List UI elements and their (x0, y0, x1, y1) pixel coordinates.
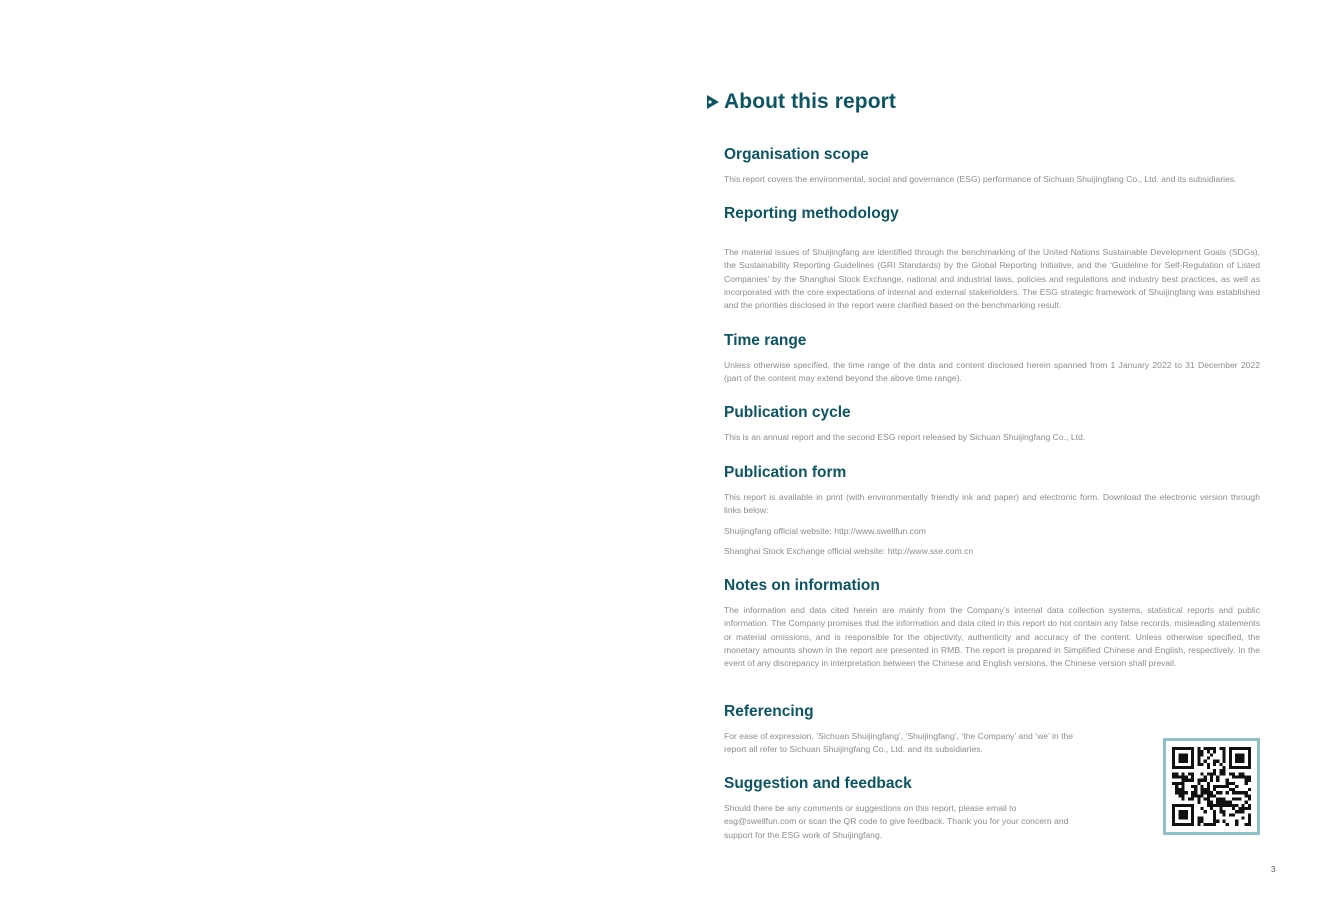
page-title: About this report (724, 90, 897, 113)
reporting-methodology-text: The material issues of Shuijingfang are identified through the benchmarking of the United Nations Sustainable Development Goals (SDGs), the Sustainability Reporting Guidelines (GRI Standards) by the Global Reporting Initiative, and the ‘Guideline for Self-Regulation of Listed Companies’ by the Shanghai Stock Exchange, national and industrial laws, policies and regulations and industry best practices, as well as incorporated with the core expectations of internal and external stakeholders. The ESG strategic framework of Shuijingfang was established and the priorities disclosed in the report were clarified based on the benchmarking result. (724, 247, 1260, 311)
suggestion-feedback-text: Should there be any comments or suggestions on this report, please email to esg@swellfun.com or scan the QR code to give feedback. Thank you for your concern and support for the ESG work of Shuijingfang. (724, 803, 1069, 840)
page-number: 3 (1271, 865, 1276, 874)
referencing-text: For ease of expression, ‘Sichuan Shuijingfang’, ‘Shuijingfang’, ‘the Company’ and ‘we’ in the report all refer to Sichuan Shuijingfang Co., Ltd. and its subsidiaries. (724, 731, 1074, 755)
heading-reporting-methodology: Reporting methodology (724, 205, 899, 222)
report-title (706, 90, 896, 114)
feedback-qr-code[interactable] (1163, 738, 1260, 835)
sse-website-link[interactable]: Shanghai Stock Exchange official website: http://www.sse.com.cn (724, 546, 974, 556)
publication-cycle-text: This is an annual report and the second ESG report released by Sichuan Shuijingfang Co., Ltd. (724, 432, 1086, 442)
heading-publication-cycle: Publication cycle (724, 404, 851, 421)
heading-organisation-scope: Organisation scope (724, 146, 869, 163)
heading-publication-form: Publication form (724, 464, 847, 481)
official-website-link[interactable]: Shuijingfang official website: http://www.swellfun.com (724, 526, 926, 536)
notes-on-information-text: The information and data cited herein are mainly from the Company’s internal data collection systems, statistical reports and public information. The Company promises that the information and data cited in this report do not contain any false records, misleading statements or material omissions, and is responsible for the objectivity, authenticity and accuracy of the content. Unless otherwise specified, the monetary amounts shown in the report are presented in RMB. The report is prepared in Simplified Chinese and English, respectively. In the event of any discrepancy in interpretation between the Chinese and English versions, the Chinese version shall prevail. (724, 605, 1260, 669)
play-arrow-icon (706, 94, 720, 110)
time-range-text: Unless otherwise specified, the time range of the data and content disclosed herein spanned from 1 January 2022 to 31 December 2022 (part of the content may extend beyond the above time range). (724, 360, 1260, 384)
publication-form-text: This report is available in print (with environmentally friendly ink and paper) and electronic form. Download the electronic version through links below: (724, 492, 1260, 516)
heading-notes-on-information: Notes on information (724, 577, 880, 594)
heading-suggestion-and-feedback: Suggestion and feedback (724, 775, 912, 792)
heading-time-range: Time range (724, 332, 807, 349)
organisation-scope-text: This report covers the environmental, social and governance (ESG) performance of Sichuan Shuijingfang Co., Ltd. and its subsidiaries. (724, 174, 1237, 184)
qr-code-icon (1172, 747, 1251, 826)
heading-referencing: Referencing (724, 703, 814, 720)
